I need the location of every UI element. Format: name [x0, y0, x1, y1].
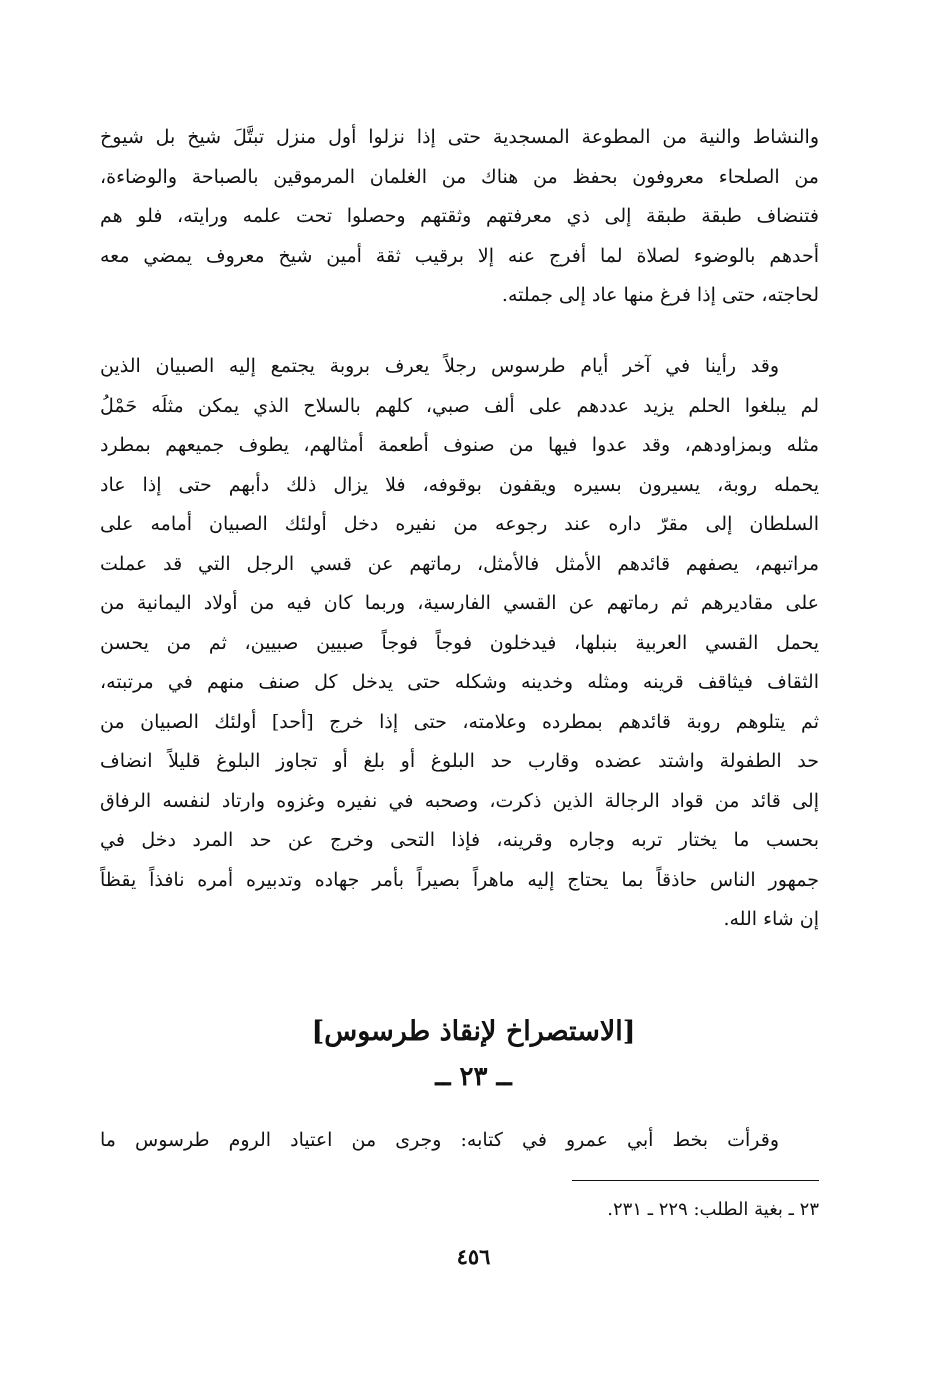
- text-line: أحدهم بالوضوء لصلاة لما أفرج عنه إلا برقيب ثقة أمين شيخ معروف يمضي معه: [100, 244, 819, 267]
- text-line: حد الطفولة واشتد عضده وقارب حد البلوغ أو بلغ أو تجاوز البلوغ قليلاً انضاف: [100, 750, 819, 772]
- text-line: لم يبلغوا الحلم يزيد عددهم على ألف صبي، كلهم بالسلاح الذي يمكن مثلَه حَمْلُ: [100, 394, 819, 417]
- section-title: [الاستصراخ لإنقاذ طرسوس]: [311, 1016, 636, 1047]
- text-line: إلى قائد من قواد الرجالة الذين ذكرت، وصحبه في نفيره وغزوه وارتاد لنفسه الرفاق: [100, 789, 819, 812]
- text-line: وقد رأينا في آخر أيام طرسوس رجلاً يعرف بروبة يجتمع إليه الصبيان الذين: [100, 355, 779, 377]
- text-line: ثم يتلوهم روبة قائدهم بمطرده وعلامته، حتى إذا خرج [أحد] أولئك الصبيان من: [100, 710, 819, 733]
- footnote-divider: [572, 1180, 819, 1181]
- text-line: فتنضاف طبقة طبقة إلى ذي معرفتهم وثقتهم وحصلوا تحت علمه ورايته، فلو هم: [100, 205, 819, 227]
- text-line: يحمله روبة، يسيرون بسيره ويقفون بوقوفه، فلا يزال ذلك دأبهم حتى إذا عاد: [100, 473, 819, 496]
- text-line: لحاجته، حتى إذا فرغ منها عاد إلى جملته.: [501, 284, 819, 306]
- text-line: على مقاديرهم ثم رماتهم عن القسي الفارسية، وربما كان فيه من أولاد اليمانية من: [100, 592, 819, 614]
- text-line: وقرأت بخط أبي عمرو في كتابه: وجرى من اعتياد الروم طرسوس ما: [100, 1129, 779, 1151]
- text-line: مراتبهم، يصفهم قائدهم الأمثل فالأمثل، رماتهم عن قسي الرجل التي قد عملت: [100, 552, 819, 575]
- text-line: من الصلحاء معروفون بحفظ من هناك من الغلمان المرموقين بالصباحة والوضاءة،: [100, 165, 819, 188]
- footnote: ٢٣ ـ بغية الطلب: ٢٢٩ ـ ٢٣١.: [607, 1199, 819, 1220]
- text-line: الثقاف فيثاقف قرينه ومثله وخدينه وشكله حتى يدخل كل صنف منهم في مرتبته،: [100, 671, 819, 693]
- text-line: إن شاء الله.: [723, 908, 819, 930]
- text-line: يحمل القسي العربية بنبلها، فيدخلون فوجاً فوجاً صبيين صبيين، ثم من يحسن: [100, 631, 819, 654]
- paragraph-1: [100, 118, 819, 316]
- paragraph-3: [100, 1121, 819, 1161]
- text-line: مثله وبمزاودهم، وقد عدوا فيها من صنوف أطعمة أمثالهم، يطوف جميعهم بمطرد: [100, 434, 819, 456]
- page-number: ٤٥٦: [456, 1244, 491, 1269]
- text-line: بحسب ما يختار تربه وجاره وقرينه، فإذا التحى وخرج عن حد المرد دخل في: [100, 829, 819, 851]
- text-line: السلطان إلى مقرّ داره عند رجوعه من نفيره دخل أولئك الصبيان أمامه على: [100, 513, 819, 535]
- text-line: جمهور الناس حاذقاً بما يحتاج إليه ماهراً بصيراً بأمر جهاده وتدبيره أمره نافذاً يقظاً: [100, 868, 819, 891]
- text-line: والنشاط والنية من المطوعة المسجدية حتى إذا نزلوا أول منزل تبتَّلَ شيخ بل شيوخ: [100, 126, 819, 148]
- paragraph-2: [100, 347, 819, 940]
- section-number: ــ ٢٣ ــ: [435, 1062, 512, 1092]
